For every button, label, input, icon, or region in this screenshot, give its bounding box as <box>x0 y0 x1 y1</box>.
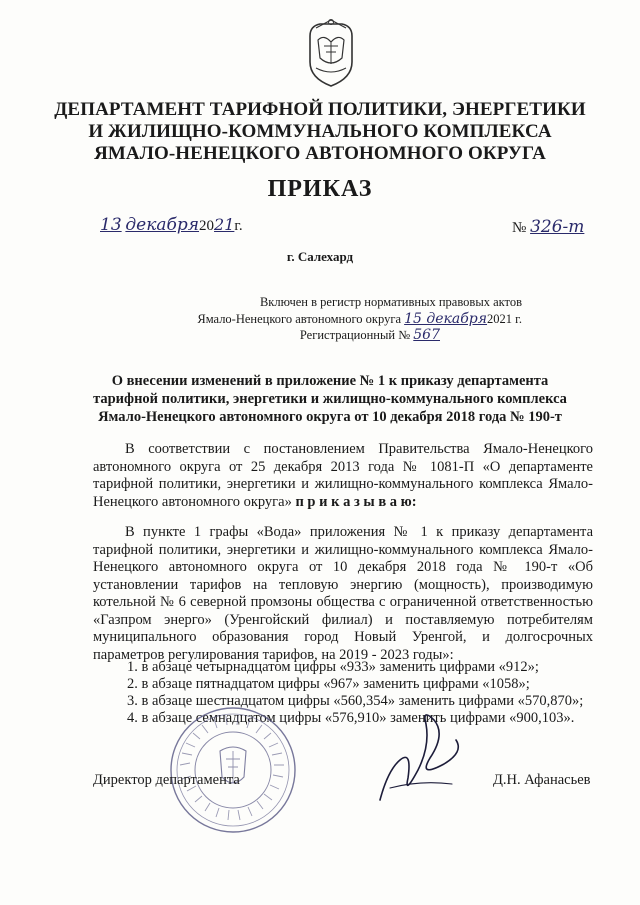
date-year-g: г. <box>234 218 243 234</box>
list-item: 3. в абзаце шестнадцатом цифры «560,354» заменить цифрами «570,870»; <box>127 693 584 709</box>
registry-date: 15 декабря <box>404 311 488 327</box>
registry-line-2 <box>197 311 522 327</box>
list-item: 4. в абзаце семнадцатом цифры «576,910» заменить цифрами «900,103». <box>127 710 575 726</box>
registry-line-1: Включен в регистр нормативных правовых актов <box>259 295 522 309</box>
number-sign: № <box>512 220 527 236</box>
registry-region: Ямало-Ненецкого автономного округа <box>197 312 401 326</box>
date-month: декабря <box>125 215 200 235</box>
registry-number-label: Регистрационный № <box>299 328 411 342</box>
date-day: 13 <box>100 215 122 235</box>
city: г. Салехард <box>286 249 354 264</box>
department-name-line-3: ЯМАЛО-НЕНЕЦКОГО АВТОНОМНОГО ОКРУГА <box>94 143 546 164</box>
signer-name: Д.Н. Афанасьев <box>493 772 591 788</box>
document-number <box>512 217 584 237</box>
official-seal-icon <box>168 705 298 835</box>
subject-line-2: тарифной политики, энергетики и жилищно-коммунального комплекса <box>93 391 567 407</box>
handwritten-signature-icon <box>360 700 500 810</box>
date-year-suffix: 21 <box>214 215 235 234</box>
coat-of-arms-icon <box>302 18 360 88</box>
order-word: п р и к а з ы в а ю: <box>295 493 417 510</box>
registry-year: 2021 г. <box>487 312 522 326</box>
registry-line-3 <box>300 327 440 343</box>
subject-line-1: О внесении изменений в приложение № 1 к приказу департамента <box>111 373 549 389</box>
registry-number: 567 <box>413 327 440 343</box>
subject-line-3: Ямало-Ненецкого автономного округа от 10 декабря 2018 года № 190-т <box>98 409 562 425</box>
date-year-prefix: 20 <box>199 218 215 234</box>
department-name-line-1: ДЕПАРТАМЕНТ ТАРИФНОЙ ПОЛИТИКИ, ЭНЕРГЕТИКИ <box>54 99 586 120</box>
list-item: 1. в абзаце четырнадцатом цифры «933» заменить цифрами «912»; <box>127 659 539 675</box>
number-value: 326-т <box>530 217 585 237</box>
document-date <box>100 215 243 235</box>
department-name-line-2: И ЖИЛИЩНО-КОММУНАЛЬНОГО КОМПЛЕКСА <box>88 121 552 142</box>
preamble-paragraph <box>93 441 593 511</box>
preamble-text: В соответствии с постановлением Правительства Ямало-Ненецкого автономного округа от 25 декабря 2013 года № 1081-П «О департаменте тарифной политики, энергетики и жилищно-коммунального комплекса Ямало-Ненецкого автономного округа» <box>93 441 593 510</box>
body-paragraph: В пункте 1 графы «Вода» приложения № 1 к приказу департамента тарифной политики, энергетики и жилищно-коммунального комплекса Ямало-Ненецкого автономного округа от 10 декабря 2018 года № 190-т «Об установлении тарифов на тепловую энергию (мощность), производимую котельной № 6 северной промзоны общества с ограниченной ответственностью «Газпром энерго» (Уренгойский филиал) и поставляемую потребителям муниципального образования город Новый Уренгой, и долгосрочных параметров регулирования тарифов, на 2019 - 2023 годы»: <box>93 524 593 663</box>
list-item: 2. в абзаце пятнадцатом цифры «967» заменить цифрами «1058»; <box>127 676 530 692</box>
document-title: ПРИКАЗ <box>267 176 373 202</box>
signer-position: Директор департамента <box>93 772 240 788</box>
